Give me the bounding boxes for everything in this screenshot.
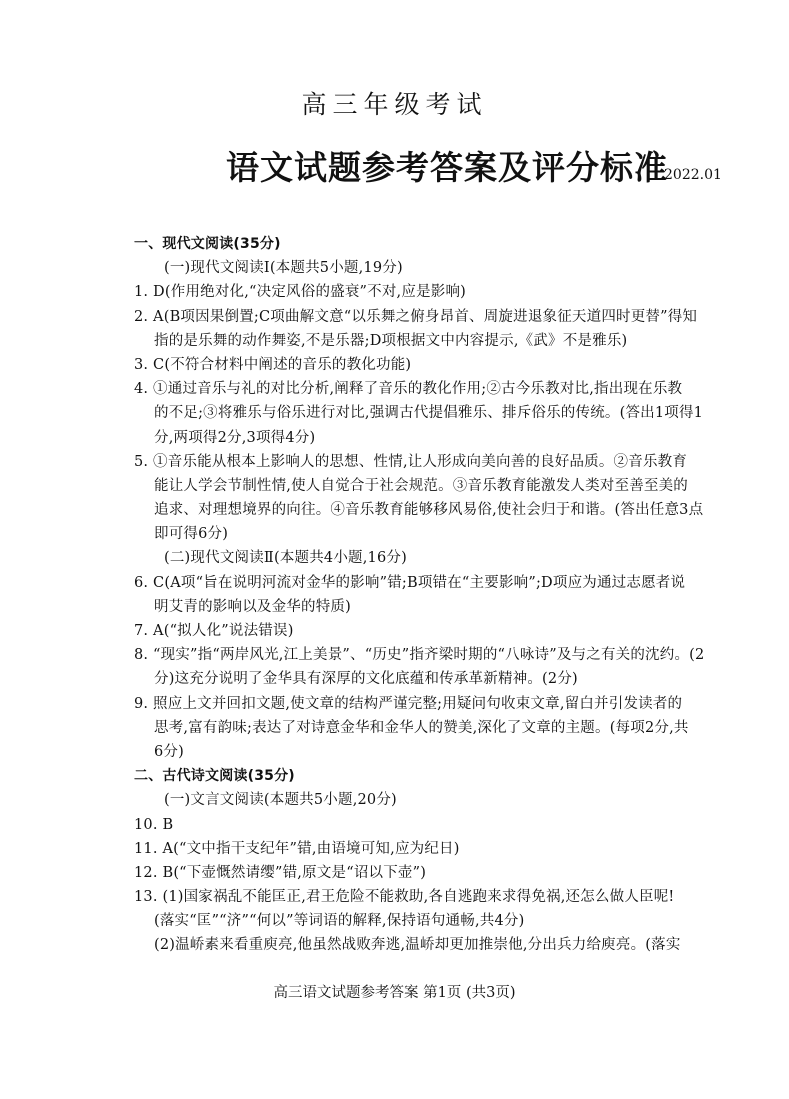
answer-line: 10. B — [134, 816, 174, 833]
section-heading: 一、现代文阅读(35分) — [134, 236, 281, 252]
answer-line: 7. A(“拟人化”说法错误) — [134, 623, 294, 639]
section-heading: 二、古代诗文阅读(35分) — [134, 768, 295, 785]
answer-line: 6. C(A项“旨在说明河流对金华的影响”错;B项错在“主要影响”;D项应为通过志愿者说 — [134, 574, 686, 591]
answer-line: 3. C(不符合材料中阐述的音乐的教化功能) — [134, 356, 412, 373]
answer-line: 2. A(B项因果倒置;C项曲解文意“以乐舞之俯身昂首、周旋进退象征天道四时更替”得知 — [134, 308, 698, 325]
page-footer: 高三语文试题参考答案 第1页 (共3页) — [273, 985, 516, 1001]
answer-line: 13. (1)国家祸乱不能匡正,君王危险不能救助,各自逃跑来求得免祸,还怎么做人臣呢! — [134, 889, 675, 906]
answer-line: 明艾青的影响以及金华的特质) — [154, 598, 351, 615]
answer-line: 4. ①通过音乐与礼的对比分析,阐释了音乐的教化作用;②古今乐教对比,指出现在乐教 — [134, 381, 683, 398]
answer-line: (二)现代文阅读Ⅱ(本题共4小题,16分) — [164, 550, 407, 567]
answer-line: 11. A(“文中指干支纪年”错,由语境可知,应为纪日) — [134, 840, 460, 857]
answer-line: 1. D(作用绝对化,“决定风俗的盛衰”不对,应是影响) — [134, 284, 467, 301]
answer-line: (2)温峤素来看重庾亮,他虽然战败奔逃,温峤却更加推崇他,分出兵力给庾亮。(落实 — [154, 937, 681, 954]
answer-line: 分,两项得2分,3项得4分) — [154, 429, 316, 446]
answer-line: 即可得6分) — [154, 526, 229, 543]
answer-line: (落实“匡”“济”“何以”等词语的解释,保持语句通畅,共4分) — [154, 913, 525, 930]
answer-line: 思考,富有韵味;表达了对诗意金华和金华人的赞美,深化了文章的主题。(每项2分,共 — [154, 719, 689, 736]
answer-line: 指的是乐舞的动作舞姿,不是乐器;D项根据文中内容提示,《武》不是雅乐) — [154, 332, 628, 349]
answer-line: (一)文言文阅读(本题共5小题,20分) — [164, 792, 397, 809]
answer-line: 分)这充分说明了金华具有深厚的文化底蕴和传承革新精神。(2分) — [154, 671, 578, 688]
answer-line: (一)现代文阅读Ⅰ(本题共5小题,19分) — [164, 260, 403, 277]
answer-line: 5. ①音乐能从根本上影响人的思想、性情,让人形成向美向善的良好品质。②音乐教育 — [134, 453, 688, 470]
answer-line: 能让人学会节制性情,使人自觉合于社会规范。③音乐教育能激发人类对至善至美的 — [154, 477, 689, 494]
answer-line: 8. “现实”指“两岸风光,江上美景”、“历史”指齐梁时期的“八咏诗”及与之有关的沈约。(2 — [134, 647, 705, 664]
answer-content — [134, 232, 720, 958]
answer-line: 12. B(“下壶慨然请缨”错,原文是“诏以下壶”) — [134, 864, 427, 881]
exam-date: 2022.01 — [664, 167, 722, 183]
answer-line: 追求、对理想境界的向往。④音乐教育能够移风易俗,使社会归于和谐。(答出任意3点 — [154, 502, 704, 519]
answer-line: 的不足;③将雅乐与俗乐进行对比,强调古代提倡雅乐、排斥俗乐的传统。(答出1项得1 — [154, 405, 704, 422]
answer-line: 6分) — [154, 743, 184, 760]
answer-line: 9. 照应上文并回扣文题,使文章的结构严谨完整;用疑问句收束文章,留白并引发读者的 — [134, 695, 683, 712]
exam-title: 高三年级考试 — [301, 90, 488, 119]
subtitle-row — [0, 146, 789, 190]
document-subtitle: 语文试题参考答案及评分标准 — [226, 148, 668, 187]
